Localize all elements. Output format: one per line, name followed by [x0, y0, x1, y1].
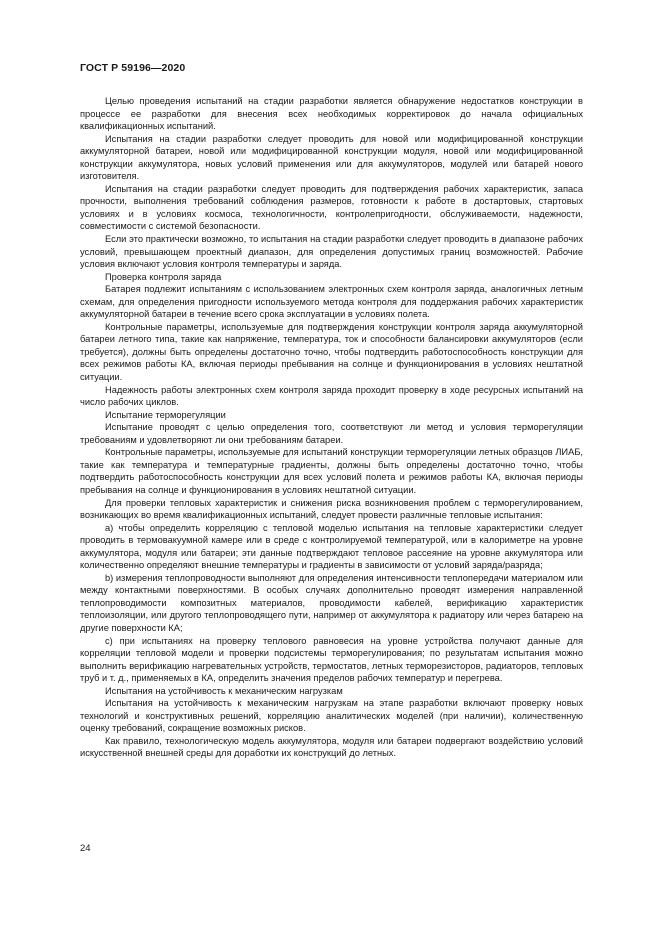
- paragraph: Если это практически возможно, то испытания на стадии разработки следует проводить в диапазоне рабочих условий, превышающем проектный диапазон, для определения допустимых границ возможностей. Рабочие условия включают условия контроля температуры и заряда.: [80, 234, 583, 270]
- list-item: а) чтобы определить корреляцию с тепловой моделью испытания на тепловые характеристики следует проводить в термовакуумной камере или в среде с контролируемой температурой, или в калориметре на уровне аккумулятора, модуля или батареи; эти данные подтверждают тепловое рассеяние на уровне аккумулятора или количественно определяют внешние температуры и градиенты в зависимости от условий заряда/разряда;: [80, 522, 583, 571]
- document-header: ГОСТ Р 59196—2020: [80, 62, 186, 74]
- page-number: 24: [80, 843, 91, 854]
- section-heading: Испытание терморегуляции: [105, 409, 226, 420]
- list-item: с) при испытаниях на проверку теплового равновесия на уровне устройства получают данные для корреляции тепловой модели и проверки подсистемы терморегулирования; по результатам испытания можно выполнить верификацию нагревательных устройств, термостатов, летных терморезисторов, радиаторов, тепловых труб и т. д., применяемых в КА, определить значения пределов рабочих температур и перегрева.: [80, 635, 583, 684]
- paragraph: Испытания на стадии разработки следует проводить для новой или модифицированной конструкции аккумуляторной батареи, новой или модифицированной конструкции модуля, новой или модифицированной конструкции аккумулятора, новых условий применения или для аккумуляторов, модулей или батарей нового изготовителя.: [80, 133, 583, 182]
- paragraph: Для проверки тепловых характеристик и снижения риска возникновения проблем с терморегулированием, возникающих во время квалификационных испытаний, следует провести различные тепловые испытания:: [80, 497, 583, 521]
- paragraph: Как правило, технологическую модель аккумулятора, модуля или батареи подвергают воздействию условий искусственной внешней среды для доработки их конструкций до летных.: [80, 735, 583, 759]
- section-heading: Испытания на устойчивость к механическим нагрузкам: [105, 685, 343, 696]
- paragraph: Контрольные параметры, используемые для подтверждения конструкции контроля заряда аккумуляторной батареи летного типа, такие как напряжение, температура, ток и способности балансировки аккумуляторов (если требуется), должны быть определены достаточно точно, чтобы подтвердить работоспособность конструкции для всех режимов работы КА, включая периоды пребывания на солнце и функционирования в условиях нештатной ситуации.: [80, 321, 583, 383]
- paragraph: Надежность работы электронных схем контроля заряда проходит проверку в ходе ресурсных испытаний на число рабочих циклов.: [80, 384, 583, 408]
- paragraph: Испытания на стадии разработки следует проводить для подтверждения рабочих характеристик, запаса прочности, выполнения требований соблюдения размеров, готовности к работе в достартовых, стартовых условиях и в условиях космоса, технологичности, контролепригодности, обслуживаемости, надежности, совместимости с системой безопасности.: [80, 183, 583, 232]
- paragraph: Контрольные параметры, используемые для испытаний конструкции терморегуляции летных образцов ЛИАБ, такие как температура и температурные градиенты, должны быть определены достаточно точно, чтобы подтвердить работоспособность конструкции для всех условий полета и режимов работы КА, включая периоды пребывания на солнце и функционирования в условиях нештатной ситуации.: [80, 447, 583, 495]
- section-heading: Проверка контроля заряда: [105, 271, 222, 282]
- document-body: [80, 95, 583, 760]
- paragraph: Испытание проводят с целью определения того, соответствуют ли метод и условия терморегуляции требованиям и удовлетворяют ли они требованиям батареи.: [80, 422, 583, 445]
- paragraph: Целью проведения испытаний на стадии разработки является обнаружение недостатков конструкции в процессе ее разработки для внесения всех необходимых корректировок до начала официальных квалификационных испытаний.: [80, 96, 583, 132]
- paragraph: Батарея подлежит испытаниям с использованием электронных схем контроля заряда, аналогичных летным схемам, для определения пригодности используемого метода контроля для поддержания рабочих характеристик аккумуляторной батареи в течение всего срока эксплуатации в условиях полета.: [80, 284, 583, 320]
- list-item: b) измерения теплопроводности выполняют для определения интенсивности теплопередачи материалом или между контактными поверхностями. В особых случаях дополнительно проводят измерения направленной теплопроводимости композитных материалов, проводимости кабелей, верификацию характеристик теплоизоляции, или другого теплопроводящего пути, например от аккумулятора к радиатору или через батарею на другие поверхности КА;: [80, 572, 583, 633]
- paragraph: Испытания на устойчивость к механическим нагрузкам на этапе разработки включают проверку новых технологий и конструктивных решений, корреляцию аналитических моделей (при наличии), количественную оценку требований, сокращение возможных рисков.: [80, 698, 583, 734]
